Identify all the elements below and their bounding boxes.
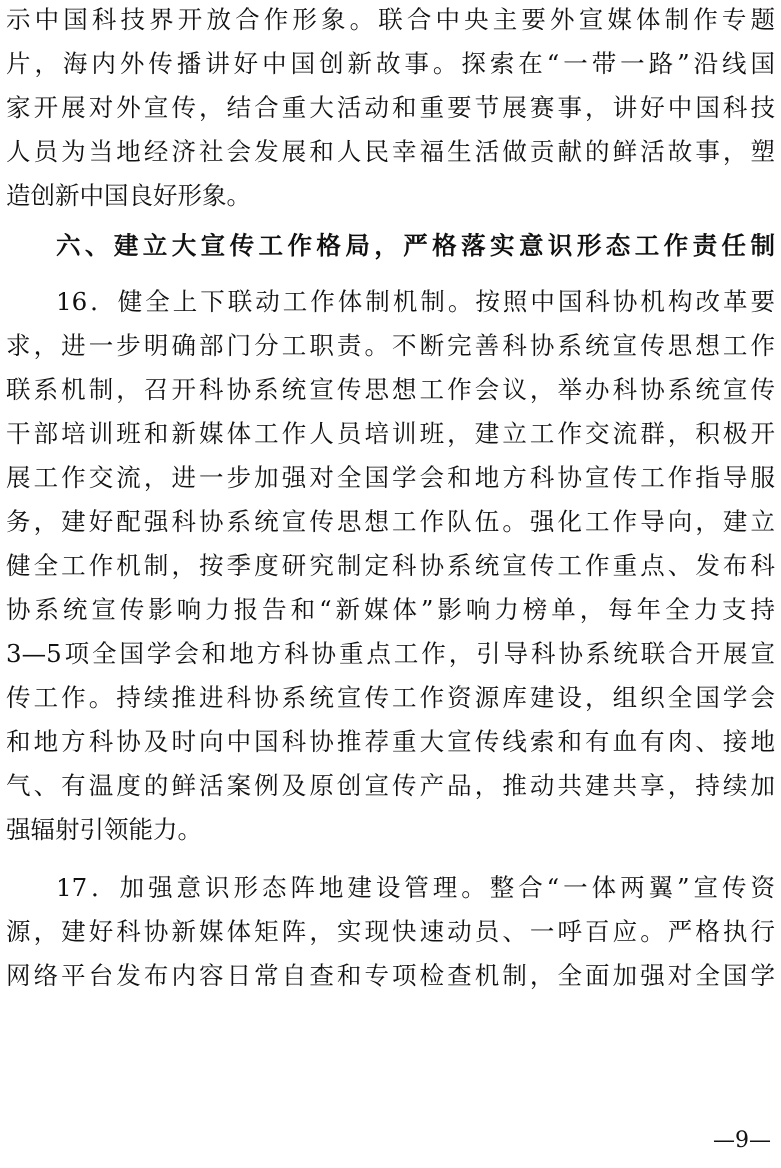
- body-text-line: 网络平台发布内容日常自查和专项检查机制，全面加强对全国学: [6, 961, 775, 990]
- body-text-line: 展工作交流，进一步加强对全国学会和地方科协宣传工作指导服: [6, 463, 775, 492]
- body-text-line: 和地方科协及时向中国科协推荐重大宣传线索和有血有肉、接地: [6, 727, 775, 756]
- body-text-line: 干部培训班和新媒体工作人员培训班，建立工作交流群，积极开: [6, 419, 775, 448]
- body-text-line: 联系机制，召开科协系统宣传思想工作会议，举办科协系统宣传: [6, 375, 775, 404]
- body-text-line: 人员为当地经济社会发展和人民幸福生活做贡献的鲜活故事，塑: [6, 137, 775, 166]
- body-text-line: 传工作。持续推进科协系统宣传工作资源库建设，组织全国学会: [6, 683, 775, 712]
- body-text-line: 健全工作机制，按季度研究制定科协系统宣传工作重点、发布科: [6, 551, 775, 580]
- section-heading: 六、建立大宣传工作格局，严格落实意识形态工作责任制: [56, 231, 775, 260]
- body-text-line: 源，建好科协新媒体矩阵，实现快速动员、一呼百应。严格执行: [6, 917, 775, 946]
- body-text-line: 17．加强意识形态阵地建设管理。整合“一体两翼”宣传资: [56, 873, 775, 902]
- body-text-line: 3—5项全国学会和地方科协重点工作，引导科协系统联合开展宣: [6, 639, 775, 668]
- page-number: —9—: [713, 1128, 771, 1153]
- body-text-line: 示中国科技界开放合作形象。联合中央主要外宣媒体制作专题: [6, 5, 775, 34]
- body-text-line: 家开展对外宣传，结合重大活动和重要节展赛事，讲好中国科技: [6, 93, 775, 122]
- body-text-line: 务，建好配强科协系统宣传思想工作队伍。强化工作导向，建立: [6, 507, 775, 536]
- body-text-line: 协系统宣传影响力报告和“新媒体”影响力榜单，每年全力支持: [6, 595, 775, 624]
- body-text-line: 强辐射引领能力。: [6, 815, 202, 844]
- body-text-line: 片，海内外传播讲好中国创新故事。探索在“一带一路”沿线国: [6, 49, 775, 78]
- body-text-line: 16．健全上下联动工作体制机制。按照中国科协机构改革要: [56, 287, 775, 316]
- body-text-line: 气、有温度的鲜活案例及原创宣传产品，推动共建共享，持续加: [6, 771, 775, 800]
- body-text-line: 求，进一步明确部门分工职责。不断完善科协系统宣传思想工作: [6, 331, 775, 360]
- body-text-line: 造创新中国良好形象。: [6, 181, 251, 210]
